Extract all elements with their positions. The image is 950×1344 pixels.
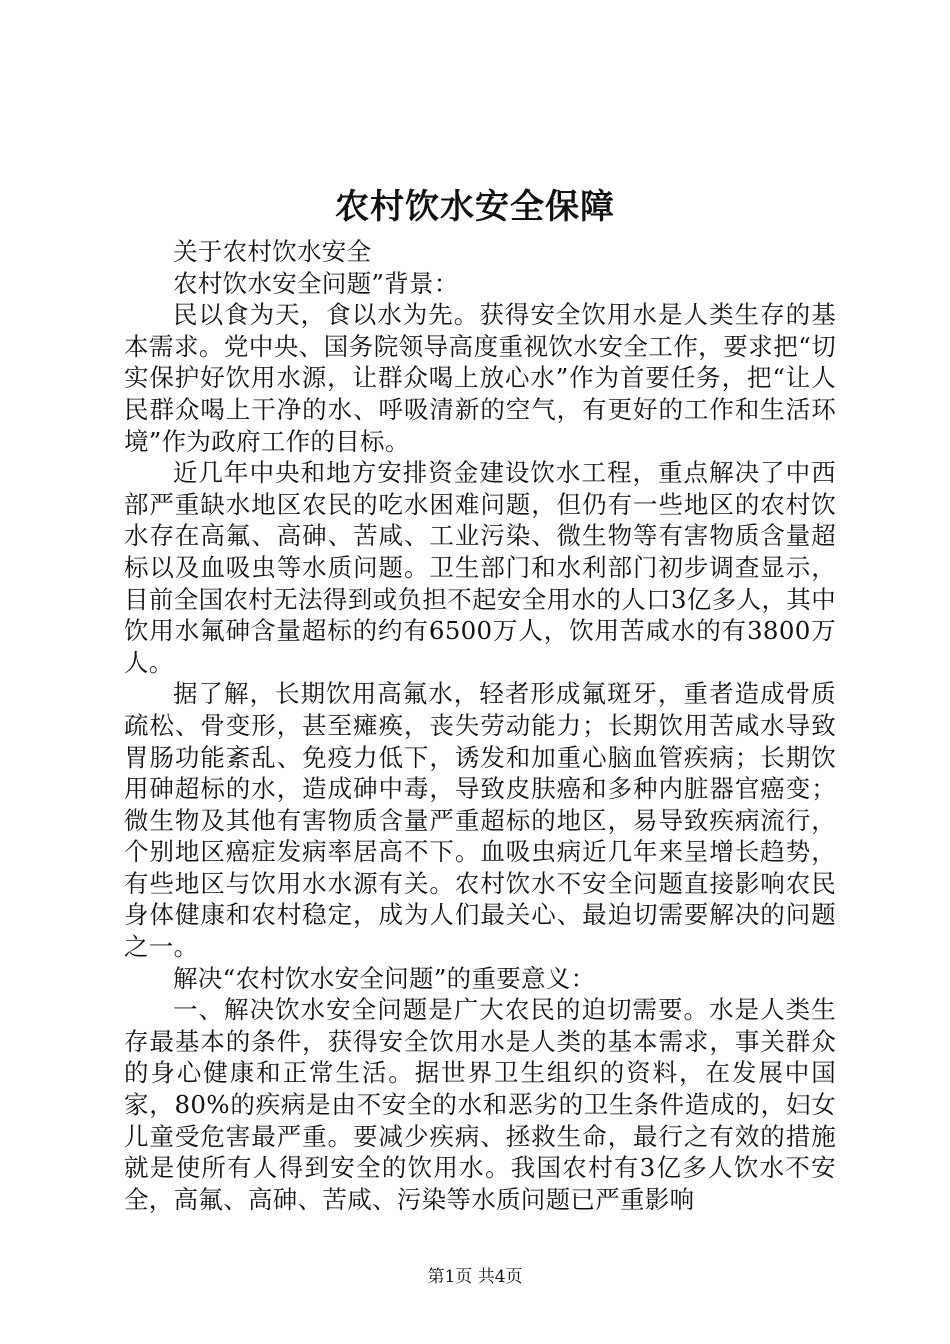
paragraph: 一、解决饮水安全问题是广大农民的迫切需要。水是人类生存最基本的条件，获得安全饮用水是人类的基本需求，事关群众的身心健康和正常生活。据世界卫生组织的资料，在发展中国家，80%的疾病是由不安全的水和恶劣的卫生条件造成的，妇女儿童受危害最严重。要减少疾病、拯救生命，最行之有效的措施就是使所有人得到安全的饮用水。我国农村有3亿多人饮水不安全，高氟、高砷、苦咸、污染等水质问题已严重影响	[124, 995, 836, 1214]
paragraph: 近几年中央和地方安排资金建设饮水工程，重点解决了中西部严重缺水地区农民的吃水困难问题，但仍有一些地区的农村饮水存在高氟、高砷、苦咸、工业污染、微生物等有害物质含量超标以及血吸虫等水质问题。卫生部门和水利部门初步调查显示，目前全国农村无法得到或负担不起安全用水的人口3亿多人，其中饮用水氟砷含量超标的约有6500万人，饮用苦咸水的有3800万人。	[124, 458, 836, 677]
document-body	[124, 236, 836, 1215]
paragraph: 关于农村饮水安全	[173, 237, 372, 266]
page-number-footer: 第1页 共4页	[427, 1267, 523, 1287]
paragraph: 解决“农村饮水安全问题”的重要意义：	[173, 963, 596, 993]
document-title: 农村饮水安全保障	[335, 187, 615, 227]
paragraph: 据了解，长期饮用高氟水，轻者形成氟斑牙，重者造成骨质疏松、骨变形，甚至瘫痪，丧失劳动能力；长期饮用苦咸水导致胃肠功能紊乱、免疫力低下，诱发和加重心脑血管疾病；长期饮用砷超标的水，造成砷中毒，导致皮肤癌和多种内脏器官癌变；微生物及其他有害物质含量严重超标的地区，易导致疾病流行，个别地区癌症发病率居高不下。血吸虫病近几年来呈增长趋势，有些地区与饮用水水源有关。农村饮水不安全问题直接影响农民身体健康和农村稳定，成为人们最关心、最迫切需要解决的问题之一。	[124, 679, 836, 962]
paragraph: 民以食为天，食以水为先。获得安全饮用水是人类生存的基本需求。党中央、国务院领导高度重视饮水安全工作，要求把“切实保护好饮用水源，让群众喝上放心水”作为首要任务，把“让人民群众喝上干净的水、呼吸清新的空气，有更好的工作和生活环境”作为政府工作的目标。	[124, 300, 836, 456]
paragraph: 农村饮水安全问题”背景：	[173, 268, 459, 298]
